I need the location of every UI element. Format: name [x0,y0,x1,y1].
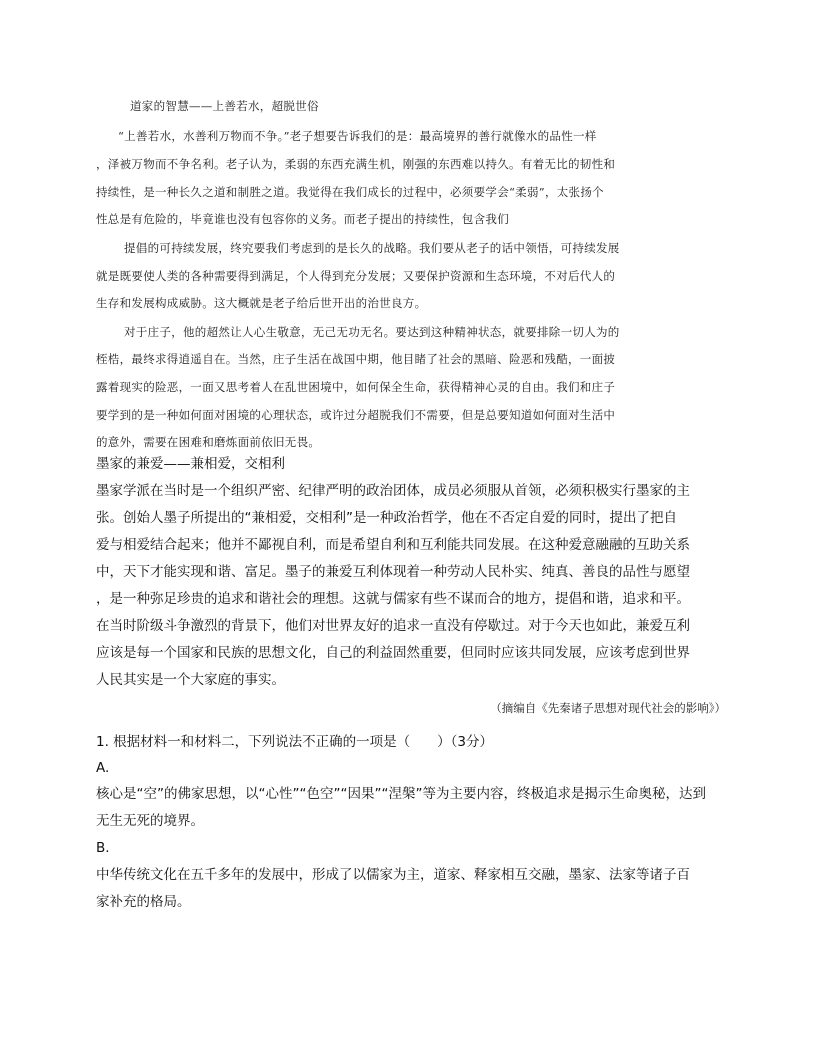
daoist-heading: 道家的智慧——上善若水，超脱世俗 [130,99,319,113]
paragraph-line: 应该是每一个国家和民族的思想文化，自己的利益固然重要，但同时应该共同发展，应该考虑到世界 [96,645,690,661]
option-a-label: A. [96,760,110,776]
paragraph-line: “上善若水，水善利万物而不争。”老子想要告诉我们的是：最高境界的善行就像水的品性一样 [118,129,597,143]
paragraph-line: 中，天下才能实现和谐、富足。墨子的兼爱互利体现着一种劳动人民朴实、纯真、善良的品性与愿望 [96,564,690,580]
paragraph-line: 爱与相爱结合起来；他并不鄙视自利，而是希望自利和互利能共同发展。在这种爱意融融的互助关系 [96,537,690,553]
paragraph-line: 桎梏，最终求得逍遥自在。当然，庄子生活在战国中期，他目睹了社会的黑暗、险恶和残酷，一面披 [96,352,616,366]
paragraph-line: 要学到的是一种如何面对困境的心理状态，或许过分超脱我们不需要，但是总要知道如何面对生活中 [96,408,616,422]
paragraph-line: 生存和发展构成威胁。这大概就是老子给后世开出的治世良方。 [96,296,427,310]
paragraph-line: 持续性，是一种长久之道和制胜之道。我觉得在我们成长的过程中，必须要学会“柔弱”，太张扬个 [96,185,604,199]
mohist-heading: 墨家的兼爱——兼相爱，交相利 [96,456,285,472]
paragraph-line: 对于庄子，他的超然让人心生敬意，无己无功无名。要达到这种精神状态，就要排除一切人为的 [124,325,620,339]
paragraph-line: 提倡的可持续发展，终究要我们考虑到的是长久的战略。我们要从老子的话中领悟，可持续发展 [124,241,620,255]
paragraph-line: 人民其实是一个大家庭的事实。 [96,672,285,688]
source-citation: （摘编自《先秦诸子思想对现代社会的影响》） [490,701,726,715]
paragraph-line: 就是既要使人类的各种需要得到满足，个人得到充分发展；又要保护资源和生态环境，不对后代人的 [96,269,616,283]
option-b-text: 中华传统文化在五千多年的发展中，形成了以儒家为主，道家、释家相互交融，墨家、法家等诸子百 [96,867,690,883]
question-stem: 1. 根据材料一和材料二，下列说法不正确的一项是（ ）（3分） [96,734,494,750]
option-b-label: B. [96,840,110,856]
paragraph-line: 性总是有危险的，毕竟谁也没有包容你的义务。而老子提出的持续性，包含我们 [96,212,509,226]
paragraph-line: ，是一种弥足珍贵的追求和谐社会的理想。这就与儒家有些不谋而合的地方，提倡和谐，追求和平。 [96,591,690,607]
paragraph-line: 露着现实的险恶，一面又思考着人在乱世困境中，如何保全生命，获得精神心灵的自由。我们和庄子 [96,380,616,394]
option-a-text: 核心是“空”的佛家思想，以“心性”“色空”“因果”“涅槃”等为主要内容，终极追求是揭示生命奥秘，达到 [96,786,706,802]
option-b-text: 家补充的格局。 [96,894,191,910]
paragraph-line: 在当时阶级斗争激烈的背景下，他们对世界友好的追求一直没有停歇过。对于今天也如此，兼爱互利 [96,618,690,634]
paragraph-line: ，泽被万物而不争名利。老子认为，柔弱的东西充满生机，刚强的东西难以持久。有着无比的韧性和 [96,157,616,171]
paragraph-line: 的意外，需要在困难和磨炼面前依旧无畏。 [96,435,321,449]
paragraph-line: 张。创始人墨子所提出的“兼相爱，交相利”是一种政治哲学，他在不否定自爱的同时，提出了把自 [96,510,677,526]
paragraph-line: 墨家学派在当时是一个组织严密、纪律严明的政治团体，成员必须服从首领，必须积极实行墨家的主 [96,483,690,499]
option-a-text: 无生无死的境界。 [96,813,204,829]
